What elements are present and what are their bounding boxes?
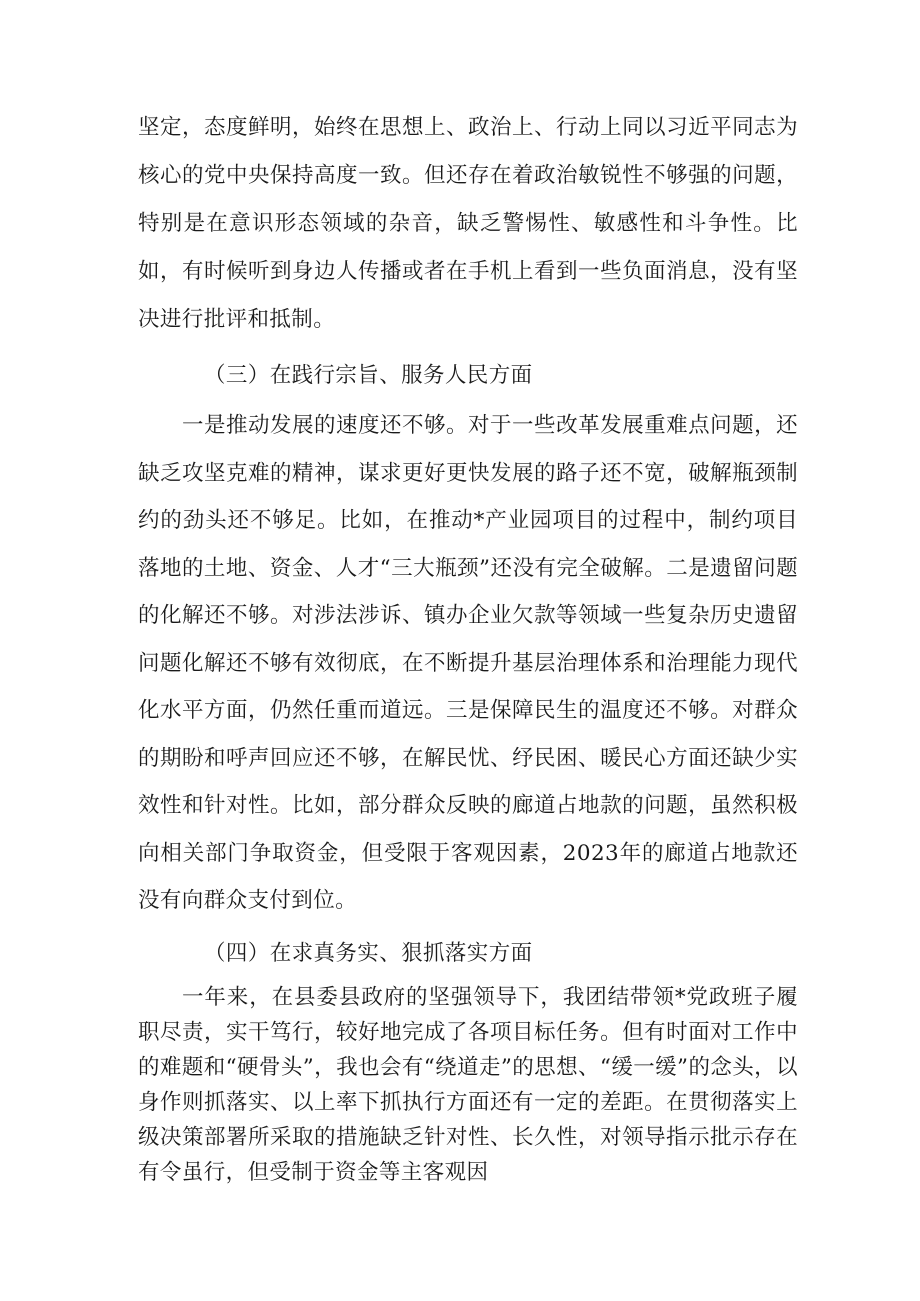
- paragraph-serving-people: 一是推动发展的速度还不够。对于一些改革发展重难点问题，还缺乏攻坚克难的精神，谋求更好更快发展的路子还不宽，破解瓶颈制约的劲头还不够足。比如，在推动*产业园项目的过程中，制约项目落地的土地、资金、人才“三大瓶颈”还没有完全破解。二是遗留问题的化解还不够。对涉法涉诉、镇办企业欠款等领域一些复杂历史遗留问题化解还不够有效彻底，在不断提升基层治理体系和治理能力现代化水平方面，仍然任重而道远。三是保障民生的温度还不够。对群众的期盼和呼声回应还不够，在解民忧、纾民困、暖民心方面还缺少实效性和针对性。比如，部分群众反映的廊道占地款的问题，虽然积极向相关部门争取资金，但受限于客观因素，2023年的廊道占地款还没有向群众支付到位。: [138, 413, 798, 913]
- paragraph-implementation: 一年来，在县委县政府的坚强领导下，我团结带领*党政班子履职尽责，实干笃行，较好地完成了各项目标任务。但有时面对工作中的难题和“硬骨头”，我也会有“绕道走”的思想、“缓一缓”的念头，以身作则抓落实、以上率下抓执行方面还有一定的差距。在贯彻落实上级决策部署所采取的措施缺乏针对性、长久性，对领导指示批示存在有令虽行，但受制于资金等主客观因: [138, 985, 798, 1185]
- section-heading-3: （三）在践行宗旨、服务人民方面: [204, 363, 533, 388]
- section-heading-4: （四）在求真务实、狠抓落实方面: [204, 941, 533, 966]
- paragraph-continuation: 坚定，态度鲜明，始终在思想上、政治上、行动上同以习近平同志为核心的党中央保持高度一致。但还存在着政治敏锐性不够强的问题，特别是在意识形态领域的杂音，缺乏警惕性、敏感性和斗争性。比如，有时候听到身边人传播或者在手机上看到一些负面消息，没有坚决进行批评和抵制。: [138, 115, 798, 332]
